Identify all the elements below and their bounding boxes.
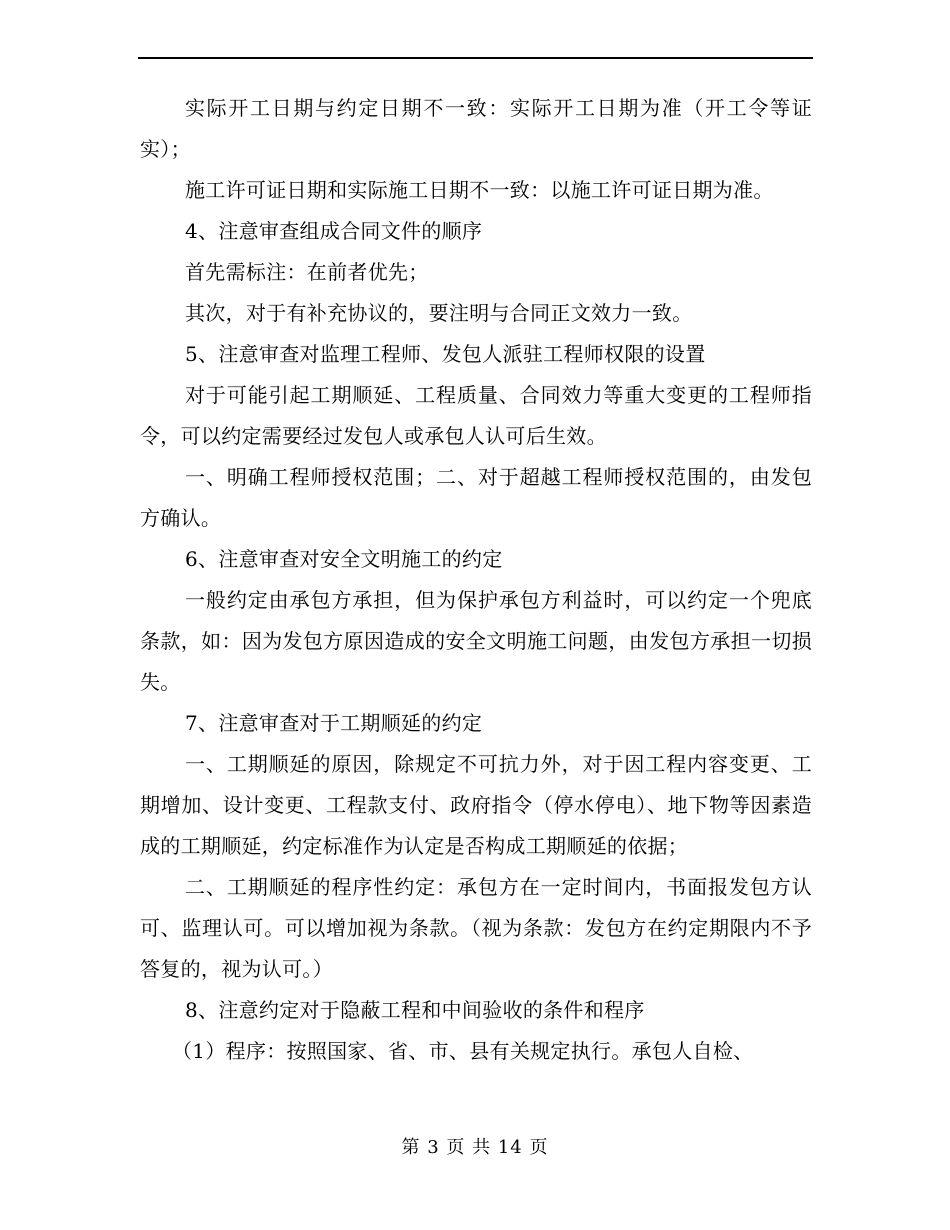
paragraph-permit-date: 施工许可证日期和实际施工日期不一致：以施工许可证日期为准。 — [185, 178, 774, 202]
header-rule — [138, 57, 813, 59]
heading-contract-document-order: 4、注意审查组成合同文件的顺序 — [185, 219, 483, 243]
paragraph-safety-clause: 一般约定由承包方承担，但为保护承包方利益时，可以约定一个兜底条款，如：因为发包方原因造成的安全文明施工问题，由发包方承担一切损失。 — [140, 588, 812, 694]
paragraph-extension-causes: 一、工期顺延的原因，除规定不可抗力外，对于因工程内容变更、工期增加、设计变更、工程款支付、政府指令（停水停电）、地下物等因素造成的工期顺延，约定标准作为认定是否构成工期顺延的依据； — [140, 752, 812, 858]
paragraph-authorization-scope: 一、明确工程师授权范围；二、对于超越工程师授权范围的，由发包方确认。 — [140, 465, 812, 530]
paragraph-engineer-instructions: 对于可能引起工期顺延、工程质量、合同效力等重大变更的工程师指令，可以约定需要经过发包人或承包人认可后生效。 — [140, 383, 812, 448]
paragraph-supplementary-agreement: 其次，对于有补充协议的，要注明与合同正文效力一致。 — [185, 301, 693, 325]
paragraph-commencement-date: 实际开工日期与约定日期不一致：实际开工日期为准（开工令等证实）； — [140, 96, 812, 161]
paragraph-acceptance-procedure: （1）程序：按照国家、省、市、县有关规定执行。承包人自检、 — [172, 1039, 754, 1063]
paragraph-priority-note: 首先需标注：在前者优先； — [185, 260, 429, 284]
heading-schedule-extension: 7、注意审查对于工期顺延的约定 — [185, 711, 483, 735]
heading-safety-construction: 6、注意审查对安全文明施工的约定 — [185, 547, 503, 571]
paragraph-extension-procedure: 二、工期顺延的程序性约定：承包方在一定时间内，书面报发包方认可、监理认可。可以增加视为条款。（视为条款：发包方在约定期限内不予答复的，视为认可。） — [140, 875, 812, 981]
heading-concealed-works-acceptance: 8、注意约定对于隐蔽工程和中间验收的条件和程序 — [185, 998, 645, 1022]
page-number-footer: 第 3 页 共 14 页 — [401, 1137, 549, 1158]
document-body — [140, 88, 812, 1072]
heading-engineer-authority: 5、注意审查对监理工程师、发包人派驻工程师权限的设置 — [185, 342, 706, 366]
